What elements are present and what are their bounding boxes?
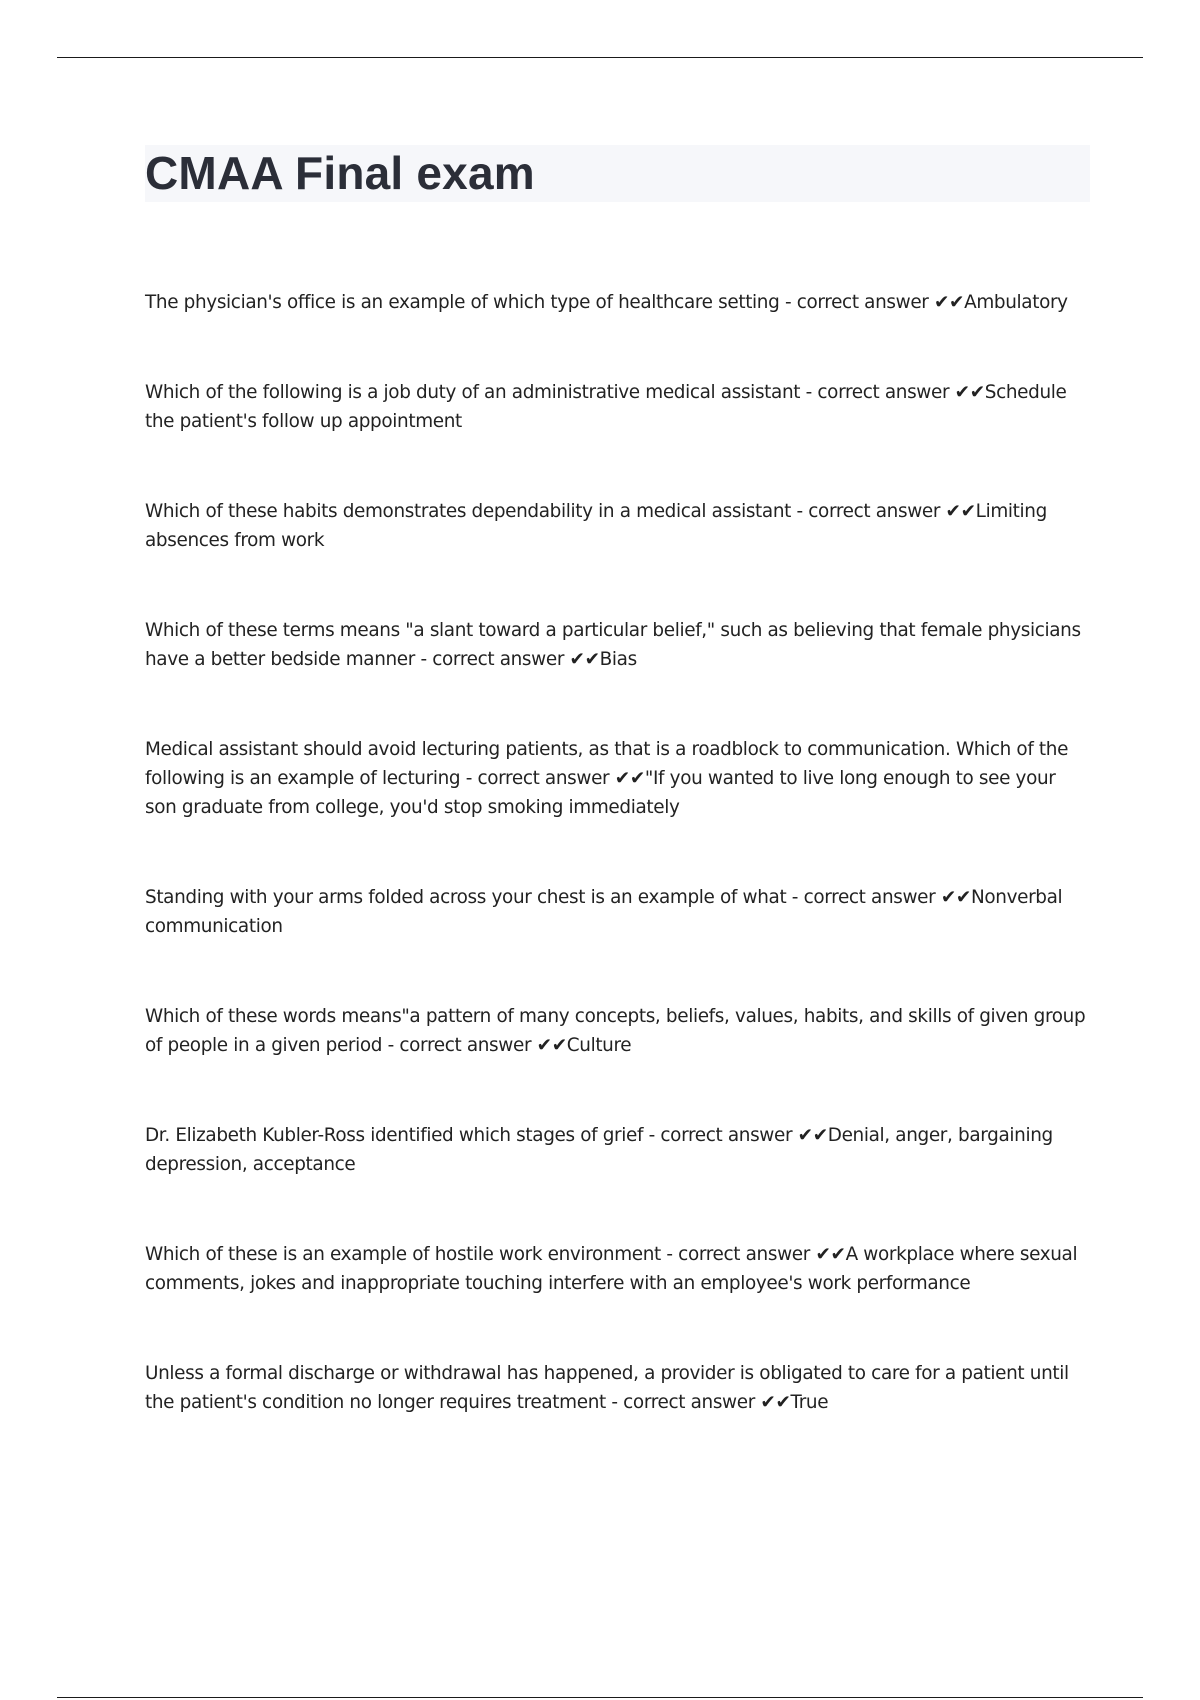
qa-item-7	[145, 1002, 1090, 1060]
qa-list	[145, 288, 1090, 1478]
answer-text: True	[790, 1392, 829, 1413]
question-text: Which of these words means"a pattern of many concepts, beliefs, values, habits, and skills of given group of people in a given period	[145, 1006, 1086, 1056]
qa-item-6	[145, 883, 1090, 941]
qa-item-4	[145, 616, 1090, 674]
question-text: Which of these is an example of hostile work environment	[145, 1244, 661, 1265]
answer-separator: - correct answer ✔✔	[382, 1035, 567, 1056]
question-text: Standing with your arms folded across your chest is an example of what	[145, 887, 787, 908]
answer-separator: - correct answer ✔✔	[800, 382, 985, 403]
answer-separator: - correct answer ✔✔	[786, 887, 971, 908]
question-text: Which of the following is a job duty of an administrative medical assistant	[145, 382, 801, 403]
qa-item-5	[145, 735, 1090, 822]
qa-item-9	[145, 1240, 1090, 1298]
question-text: Medical assistant should avoid lecturing patients, as that is a roadblock to communication. Which of the following is an example of lecturing	[145, 739, 1069, 789]
answer-text: Denial, anger, bargaining depression, acceptance	[145, 1125, 1053, 1175]
answer-text: Culture	[566, 1035, 632, 1056]
question-text: Unless a formal discharge or withdrawal has happened, a provider is obligated to care for a patient until the patient's condition no longer requires treatment	[145, 1363, 1069, 1413]
qa-item-3	[145, 497, 1090, 555]
qa-item-2	[145, 378, 1090, 436]
answer-text: "If you wanted to live long enough to see your son graduate from college, you'd stop smoking immediately	[145, 768, 1056, 818]
question-text: Which of these terms means "a slant toward a particular belief," such as believing that female physicians have a better bedside manner	[145, 620, 1081, 670]
answer-separator: - correct answer ✔✔	[660, 1244, 846, 1265]
question-text: Dr. Elizabeth Kubler-Ross identified which stages of grief	[145, 1125, 644, 1146]
answer-text: Ambulatory	[964, 292, 1068, 313]
top-page-rule	[57, 57, 1143, 58]
answer-text: Bias	[599, 649, 637, 670]
answer-text: Schedule the patient's follow up appointment	[145, 382, 1067, 432]
document-title: CMAA Final exam	[145, 147, 535, 199]
answer-separator: - correct answer ✔✔	[791, 501, 976, 522]
answer-separator: - correct answer ✔✔	[460, 768, 645, 789]
qa-item-8	[145, 1121, 1090, 1179]
answer-text: Limiting absences from work	[145, 501, 1047, 551]
answer-separator: - correct answer ✔✔	[414, 649, 600, 670]
answer-separator: - correct answer ✔✔	[605, 1392, 791, 1413]
answer-text: Nonverbal communication	[145, 887, 1063, 937]
answer-separator: - correct answer ✔✔	[643, 1125, 828, 1146]
qa-item-1	[145, 288, 1090, 317]
answer-text: A workplace where sexual comments, jokes and inappropriate touching interfere with an employee's work performance	[145, 1244, 1078, 1294]
qa-item-10	[145, 1359, 1090, 1417]
question-text: Which of these habits demonstrates dependability in a medical assistant	[145, 501, 792, 522]
bottom-page-rule	[57, 1697, 1143, 1698]
question-text: The physician's office is an example of which type of healthcare setting	[145, 292, 780, 313]
answer-separator: - correct answer ✔✔	[779, 292, 965, 313]
